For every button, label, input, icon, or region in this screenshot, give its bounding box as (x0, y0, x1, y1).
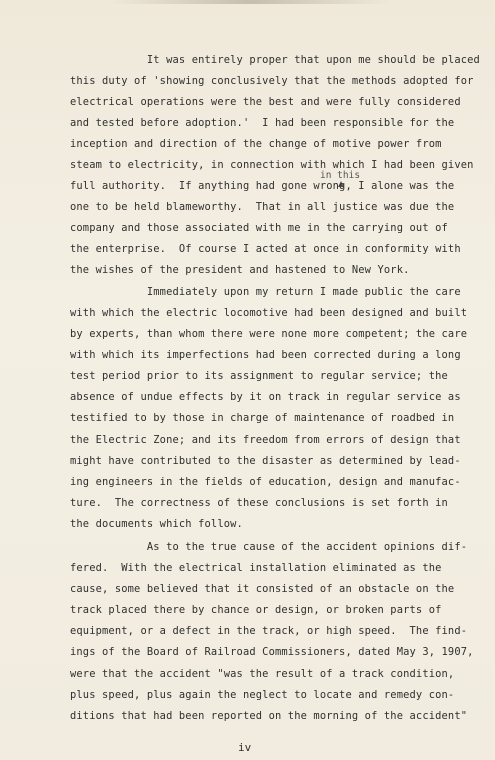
text-line: ditions that had been reported on the morning of the accident" (70, 710, 468, 722)
text-line: were that the accident "was the result of a track condition, (70, 668, 455, 680)
text-line: test period prior to its assignment to regular service; the (70, 370, 448, 382)
text-line: track placed there by chance or design, or broken parts of (70, 604, 442, 616)
text-line: testified to by those in charge of maintenance of roadbed in (70, 412, 455, 424)
text-line: equipment, or a defect in the track, or high speed. The find- (70, 625, 468, 637)
text-line: with which its imperfections had been corrected during a long (70, 349, 461, 361)
text-line: this duty of 'showing conclusively that the methods adopted for (70, 75, 474, 87)
text-line: the documents which follow. (70, 518, 243, 530)
text-line: full authority. If anything had gone wrong, I alone was the (70, 180, 455, 192)
text-line: by experts, than whom there were none more competent; the care (70, 328, 468, 340)
handwritten-insertion: in this (320, 170, 361, 181)
text-line: and tested before adoption.' I had been responsible for the (70, 117, 455, 129)
text-line: the enterprise. Of course I acted at once in conformity with (70, 243, 461, 255)
text-line: ings of the Board of Railroad Commissioners, dated May 3, 1907, (70, 646, 474, 658)
page-number: iv (238, 741, 252, 754)
text-line: might have contributed to the disaster as determined by lead- (70, 455, 461, 467)
text-line: absence of undue effects by it on track in regular service as (70, 391, 461, 403)
text-line: the Electric Zone; and its freedom from errors of design that (70, 434, 461, 446)
text-line: cause, some believed that it consisted of an obstacle on the (70, 583, 455, 595)
text-line: one to be held blameworthy. That in all justice was due the (70, 201, 455, 213)
text-line: ing engineers in the fields of education, design and manufac- (70, 476, 461, 488)
text-line: Immediately upon my return I made public the care (70, 286, 461, 298)
text-line: company and those associated with me in the carrying out of (70, 222, 448, 234)
text-line: inception and direction of the change of motive power from (70, 138, 442, 150)
text-line: with which the electric locomotive had been designed and built (70, 307, 468, 319)
text-line: It was entirely proper that upon me should be placed (70, 54, 480, 66)
text-line: fered. With the electrical installation eliminated as the (70, 562, 442, 574)
text-line: the wishes of the president and hastened to New York. (70, 264, 410, 276)
page-edge-shadow (110, 0, 390, 4)
text-line: As to the true cause of the accident opinions dif- (70, 541, 468, 553)
text-line: electrical operations were the best and were fully considered (70, 96, 461, 108)
text-line: ture. The correctness of these conclusions is set forth in (70, 497, 448, 509)
text-line: plus speed, plus again the neglect to locate and remedy con- (70, 689, 455, 701)
text-line: steam to electricity, in connection with which I had been given (70, 159, 474, 171)
